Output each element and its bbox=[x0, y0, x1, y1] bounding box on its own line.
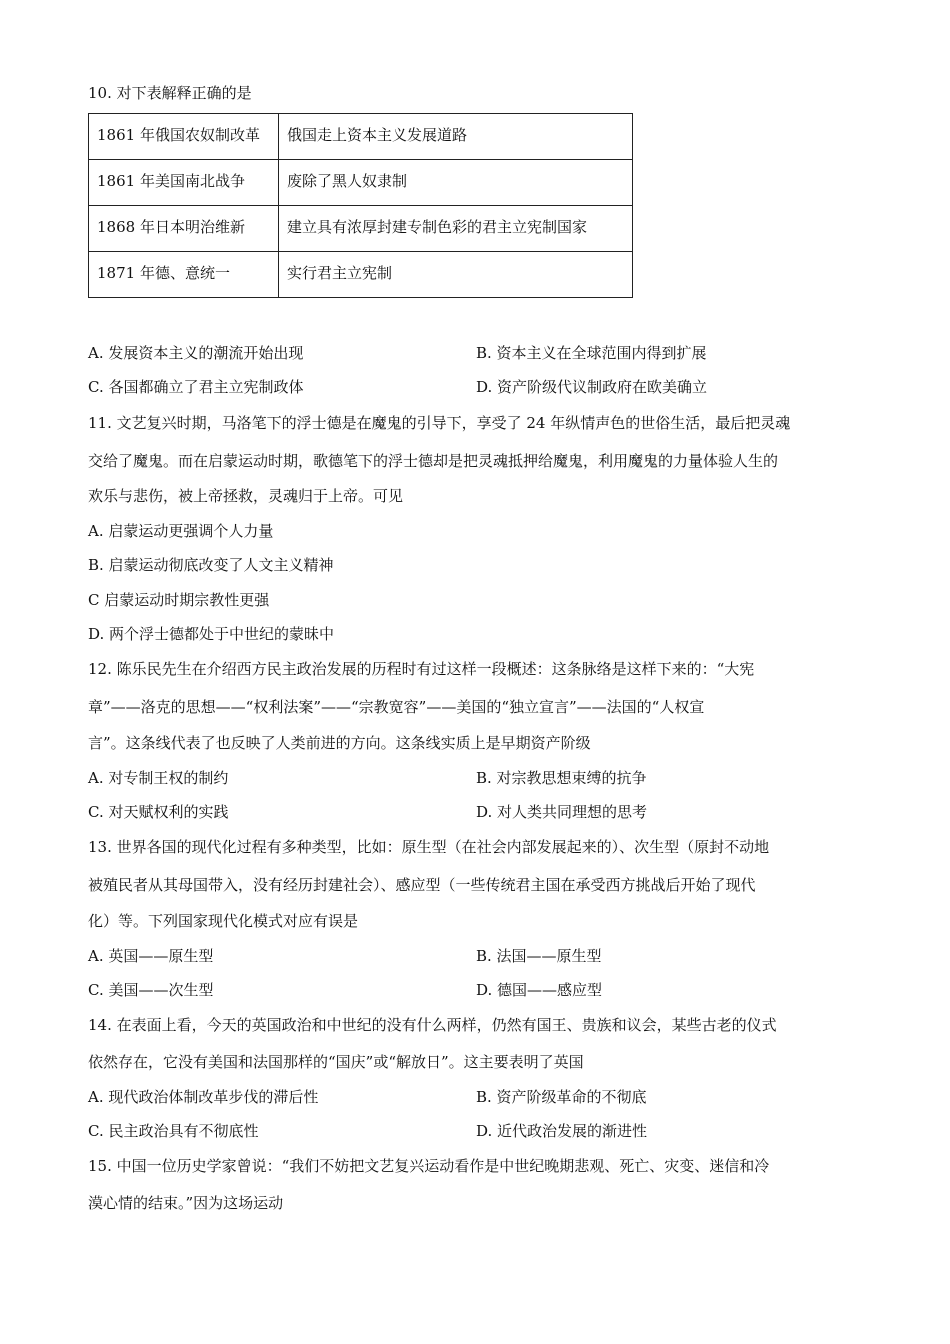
q11-stem-line: 交给了魔鬼。而在启蒙运动时期，歌德笔下的浮士德却是把灵魂抵押给魔鬼，利用魔鬼的力量体验人生的 bbox=[88, 452, 779, 470]
q14-stem-line: 14. 在表面上看，今天的英国政治和中世纪的没有什么两样，仍然有国王、贵族和议会，某些古老的仪式 bbox=[88, 1016, 777, 1034]
table-cell: 建立具有浓厚封建专制色彩的君主立宪制国家 bbox=[279, 206, 633, 252]
q13-option-a: A. 英国——原生型 bbox=[88, 947, 214, 965]
q15-stem-line: 15. 中国一位历史学家曾说：“我们不妨把文艺复兴运动看作是中世纪晚期悲观、死亡、灾变、迷信和冷 bbox=[88, 1157, 770, 1175]
q10-option-d: D. 资产阶级代议制政府在欧美确立 bbox=[476, 378, 708, 396]
q13-option-c: C. 美国——次生型 bbox=[88, 981, 214, 999]
q12-stem-line: 12. 陈乐民先生在介绍西方民主政治发展的历程时有过这样一段概述：这条脉络是这样下来的：“大宪 bbox=[88, 660, 755, 678]
table-cell: 废除了黑人奴隶制 bbox=[279, 160, 633, 206]
table-cell: 1868 年日本明治维新 bbox=[89, 206, 279, 252]
table-cell: 俄国走上资本主义发展道路 bbox=[279, 114, 633, 160]
q14-stem-line: 依然存在，它没有美国和法国那样的“国庆”或“解放日”。这主要表明了英国 bbox=[88, 1053, 584, 1071]
q13-stem-line: 被殖民者从其母国带入，没有经历封建社会）、感应型（一些传统君主国在承受西方挑战后开始了现代 bbox=[88, 876, 756, 894]
q11-stem-line: 11. 文艺复兴时期，马洛笔下的浮士德是在魔鬼的引导下，享受了 24 年纵情声色的世俗生活，最后把灵魂 bbox=[88, 414, 791, 432]
q14-option-b: B. 资产阶级革命的不彻底 bbox=[476, 1088, 647, 1106]
q13-stem-line: 13. 世界各国的现代化过程有多种类型，比如：原生型（在社会内部发展起来的）、次生型（原封不动地 bbox=[88, 838, 770, 856]
table-cell: 1861 年俄国农奴制改革 bbox=[89, 114, 279, 160]
table-row bbox=[89, 114, 633, 160]
q10-table bbox=[88, 113, 633, 298]
q11-option-a: A. 启蒙运动更强调个人力量 bbox=[88, 522, 274, 540]
q11-option-b: B. 启蒙运动彻底改变了人文主义精神 bbox=[88, 556, 334, 574]
q12-option-d: D. 对人类共同理想的思考 bbox=[476, 803, 648, 821]
q12-option-a: A. 对专制王权的制约 bbox=[88, 769, 229, 787]
q12-stem-line: 章”——洛克的思想——“权利法案”——“宗教宽容”——美国的“独立宣言”——法国的“人权宣 bbox=[88, 698, 705, 716]
q11-stem-line: 欢乐与悲伤，被上帝拯救，灵魂归于上帝。可见 bbox=[88, 487, 404, 505]
table-cell: 1861 年美国南北战争 bbox=[89, 160, 279, 206]
table-cell: 1871 年德、意统一 bbox=[89, 252, 279, 298]
q14-option-a: A. 现代政治体制改革步伐的滞后性 bbox=[88, 1088, 319, 1106]
q11-option-d: D. 两个浮士德都处于中世纪的蒙昧中 bbox=[88, 625, 335, 643]
table-row bbox=[89, 160, 633, 206]
q10-option-a: A. 发展资本主义的潮流开始出现 bbox=[88, 344, 304, 362]
q10-option-b: B. 资本主义在全球范围内得到扩展 bbox=[476, 344, 707, 362]
q10-option-c: C. 各国都确立了君主立宪制政体 bbox=[88, 378, 304, 396]
table-row bbox=[89, 252, 633, 298]
q14-option-d: D. 近代政治发展的渐进性 bbox=[476, 1122, 648, 1140]
q14-option-c: C. 民主政治具有不彻底性 bbox=[88, 1122, 259, 1140]
q12-stem-line: 言”。这条线代表了也反映了人类前进的方向。这条线实质上是早期资产阶级 bbox=[88, 734, 591, 752]
q12-option-c: C. 对天赋权利的实践 bbox=[88, 803, 229, 821]
table-cell: 实行君主立宪制 bbox=[279, 252, 633, 298]
q13-stem-line: 化）等。下列国家现代化模式对应有误是 bbox=[88, 912, 359, 930]
q10-stem: 10. 对下表解释正确的是 bbox=[88, 84, 252, 102]
q11-option-c: C 启蒙运动时期宗教性更强 bbox=[88, 591, 270, 609]
q13-option-d: D. 德国——感应型 bbox=[476, 981, 603, 999]
table-row bbox=[89, 206, 633, 252]
q12-option-b: B. 对宗教思想束缚的抗争 bbox=[476, 769, 647, 787]
q15-stem-line: 漠心情的结束。”因为这场运动 bbox=[88, 1194, 284, 1212]
q13-option-b: B. 法国——原生型 bbox=[476, 947, 602, 965]
